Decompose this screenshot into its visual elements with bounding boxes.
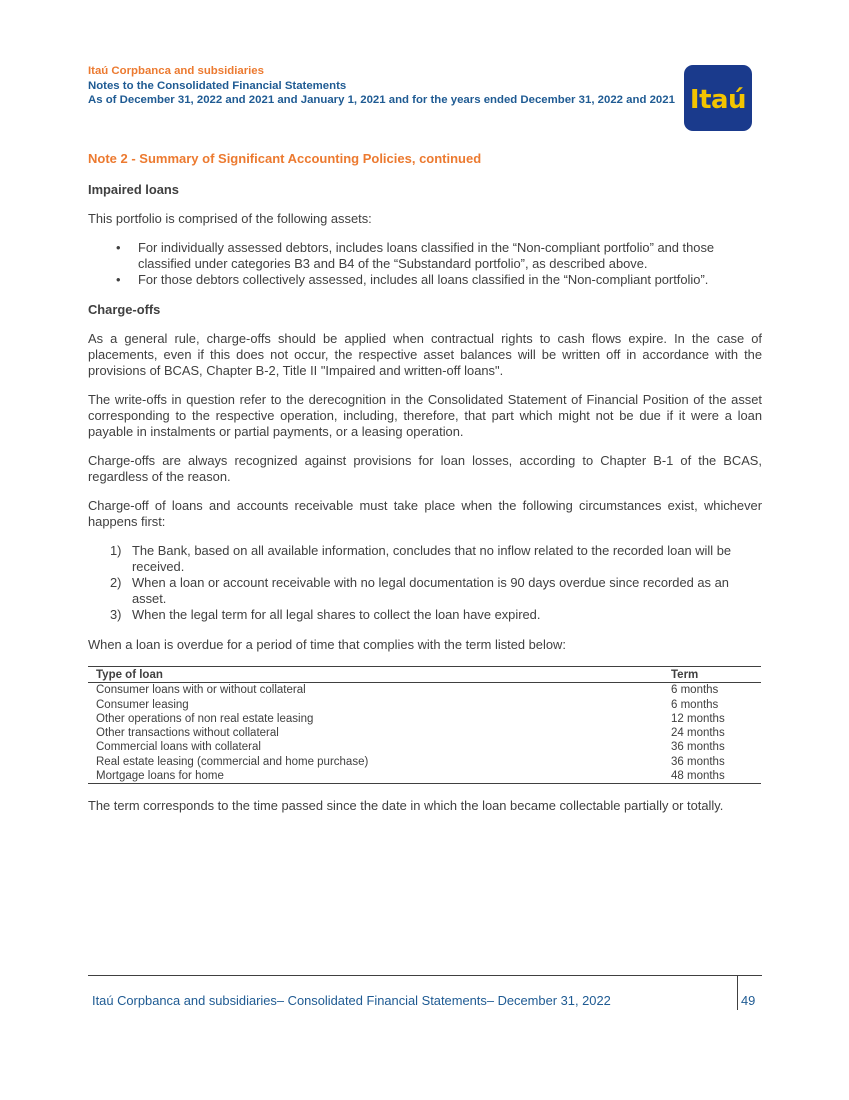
paragraph: Charge-off of loans and accounts receivable must take place when the following circumstances exist, whichever happens first: [88,498,762,529]
paragraph: As a general rule, charge-offs should be applied when contractual rights to cash flows expire. In the case of placements, even if this does not occur, the respective asset balances will be written off in accordance with the provisions of BCAS, Chapter B-2, Title II "Impaired and written-off loans". [88,331,762,378]
list-item-text: When a loan or account receivable with no legal documentation is 90 days overdue since recorded as an asset. [132,575,729,606]
chargeoff-conditions-list [88,543,762,623]
table-row [88,683,761,698]
paragraph: When a loan is overdue for a period of time that complies with the term listed below: [88,637,566,652]
table-row [88,698,761,712]
list-item-text: When the legal term for all legal shares to collect the loan have expired. [132,607,541,622]
logo-text: Itaú [689,85,747,115]
list-item: • For those debtors collectively assessed, includes all loans classified in the “Non-compliant portfolio”. [138,272,762,288]
paragraph: The write-offs in question refer to the derecognition in the Consolidated Statement of Financial Position of the asset corresponding to the respective operation, including, therefore, that part which might not be due if it were a loan payable in instalments or partial payments, or a leasing operation. [88,392,762,439]
cell-type: Real estate leasing (commercial and home purchase) [96,755,369,768]
cell-term: 12 months [671,712,725,725]
paragraph: Charge-offs are always recognized against provisions for loan losses, according to Chapter B-1 of the BCAS, regardless of the reason. [88,453,762,484]
header-company: Itaú Corpbanca and subsidiaries [88,65,264,77]
list-item [110,575,762,607]
table-row [88,769,761,784]
document-header [88,64,688,108]
section-heading-impaired: Impaired loans [88,182,179,197]
cell-type: Other operations of non real estate leasing [96,712,314,725]
header-subtitle: Notes to the Consolidated Financial Statements [88,79,347,92]
list-item-number: 3) [110,607,122,622]
table-row [88,755,761,769]
table-header-row [88,667,761,683]
footer-separator [737,976,738,1010]
cell-term: 36 months [671,741,725,754]
header-period: As of December 31, 2022 and 2021 and January 1, 2021 and for the years ended December 31, 2022 and 2021 [88,94,675,106]
cell-type: Mortgage loans for home [88,769,663,784]
list-item [110,543,762,575]
list-item-number: 1) [110,543,122,558]
itau-logo [684,65,752,131]
table-row [88,726,761,740]
cell-type: Consumer loans with or without collateral [96,684,306,697]
cell-term: 24 months [671,727,725,740]
cell-type: Consumer leasing [96,698,189,711]
document-body [88,182,762,827]
list-item [110,607,762,623]
paragraph-closing: The term corresponds to the time passed since the date in which the loan became collectable partially or totally. [88,798,724,814]
impaired-bullet-list [88,240,762,288]
column-header-type: Type of loan [88,667,663,683]
note-title: Note 2 - Summary of Significant Accounting Policies, continued [88,151,482,166]
list-item-number: 2) [110,575,122,590]
chargeoff-terms-table [88,666,761,784]
paragraph-impaired-intro: This portfolio is comprised of the following assets: [88,211,372,226]
cell-term: 48 months [663,769,761,784]
cell-term: 6 months [671,698,719,711]
footer-divider [88,975,762,976]
cell-type: Commercial loans with collateral [96,741,261,754]
cell-term: 36 months [671,755,725,768]
table-row [88,712,761,726]
list-item-text: The Bank, based on all available information, concludes that no inflow related to the recorded loan will be received. [132,543,732,574]
section-heading-chargeoffs: Charge-offs [88,302,161,317]
cell-term: 6 months [671,684,719,697]
page-number: 49 [741,993,756,1008]
cell-type: Other transactions without collateral [96,727,279,740]
column-header-term: Term [663,667,761,683]
footer-text: Itaú Corpbanca and subsidiaries– Consolidated Financial Statements– December 31, 2022 [92,993,611,1008]
table-row [88,740,761,754]
list-item: • For individually assessed debtors, includes loans classified in the “Non-compliant portfolio” and those classified under categories B3 and B4 of the “Substandard portfolio”, as described above. [138,240,762,272]
